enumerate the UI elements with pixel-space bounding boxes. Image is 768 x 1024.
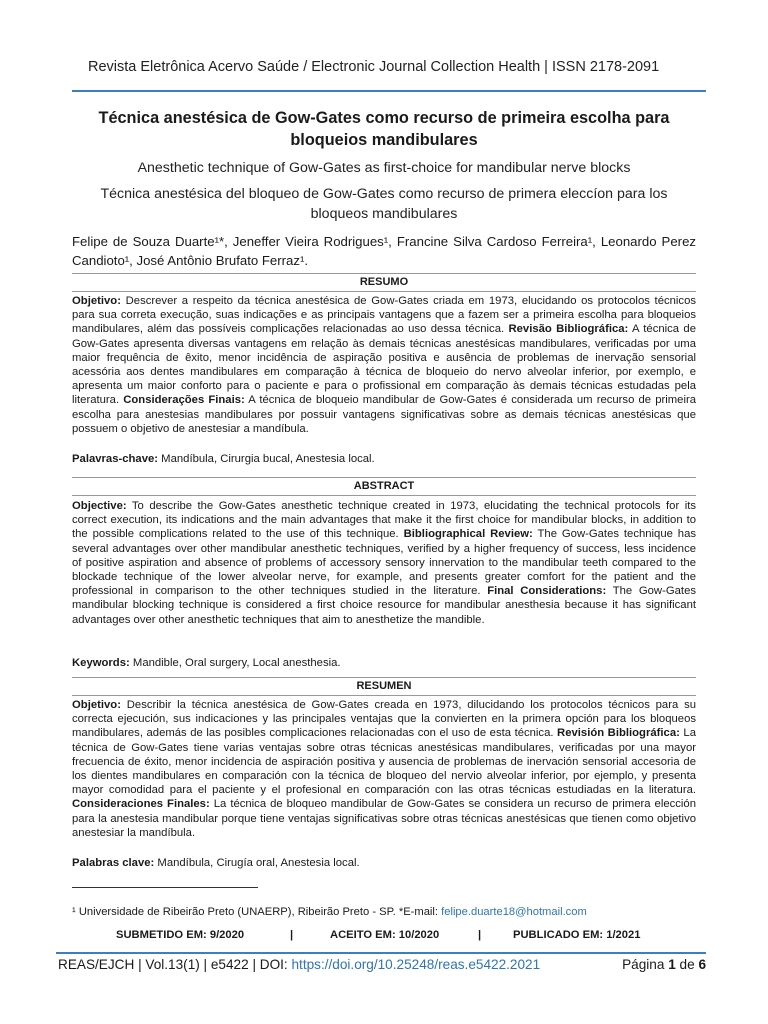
resumen-keywords	[72, 856, 696, 870]
doi-link[interactable]: https://doi.org/10.25248/reas.e5422.2021	[291, 957, 541, 972]
resumen-consideraciones: La técnica de bloqueo mandibular de Gow-Gates se considera un recurso de primera elección para la anestesia mandibular porque tiene ventajas significativas sobre otras técnicas anestésicas que tienen como objetivo anestesiar la mandíbula.	[72, 798, 696, 839]
resumo-body	[72, 294, 696, 436]
page-total: 6	[698, 957, 706, 972]
accepted-date: ACEITO EM: 10/2020	[330, 929, 440, 941]
footnote-rule	[72, 887, 258, 888]
abstract-keywords	[72, 656, 696, 670]
published-date: PUBLICADO EM: 1/2021	[513, 929, 641, 941]
journal-header: Revista Eletrônica Acervo Saúde / Electronic Journal Collection Health | ISSN 2178-2091	[88, 59, 660, 75]
abstract-keywords-label: Keywords:	[72, 657, 130, 669]
resumen-heading: RESUMEN	[72, 677, 696, 696]
email-link[interactable]: felipe.duarte18@hotmail.com	[441, 906, 587, 918]
page-of: de	[675, 957, 699, 972]
page-current: 1	[668, 957, 676, 972]
footnote-text: ¹ Universidade de Ribeirão Preto (UNAERP), Ribeirão Preto - SP. *E-mail:	[72, 906, 442, 918]
abstract-objective: To describe the Gow-Gates anesthetic technique created in 1973, elucidating the technical protocols for its correct execution, its indications and the main advantages that make it the first choice for mandibular blocks, in addition to the possible complications related to the use of this technique.	[72, 500, 696, 541]
footnote	[72, 906, 587, 918]
article-title: Técnica anestésica de Gow-Gates como recurso de primeira escolha para bloqueios mandibulares	[98, 109, 670, 149]
resumen-revision-label: Revisión Bibliográfica:	[557, 727, 680, 740]
resumo-consideracoes: A técnica de bloqueio mandibular de Gow-Gates é considerada um recurso de primeira escolha para anestesias mandibulares por possuir vantagens significativas sobre as demais técnicas anestésicas que possuem o objetivo de anestesiar a mandíbula.	[72, 394, 696, 435]
resumo-keywords-text: Mandíbula, Cirurgia bucal, Anestesia local.	[158, 453, 375, 465]
resumen-objetivo: Describir la técnica anestésica de Gow-Gates creada en 1973, dilucidando los protocolos técnicos para su correcta ejecución, sus indicaciones y las principales ventajas que la convierten en la primera opción para los bloqueos mandibulares, además de las posibles complicaciones relacionadas con el uso de esta técnica.	[72, 699, 696, 740]
abstract-review: The Gow-Gates technique has several advantages over other mandibular anesthetic techniques, verified by a higher frequency of success, less incidence of positive aspiration and absence of problems of accessory sensory innervation to the mandibular teeth compared to the blockade technique of the lower alveolar nerve, for example, and presents greater comfort for the patient and the professional in comparison to the other techniques studied in the literature.	[72, 528, 697, 598]
citation	[58, 957, 540, 972]
page-label: Página	[622, 957, 669, 972]
resumen-objetivo-label: Objetivo:	[72, 699, 121, 711]
abstract-final: The Gow-Gates mandibular blocking technique is considered a first choice resource for mandibular anesthesia because it has significant advantages over other anesthetic techniques that aim to anesthetize the mandible.	[72, 585, 696, 626]
header-rule	[72, 90, 706, 92]
abstract-keywords-text: Mandible, Oral surgery, Local anesthesia.	[129, 657, 341, 669]
abstract-objective-label: Objective:	[72, 500, 127, 512]
resumen-revision: La técnica de Gow-Gates tiene varias ventajas sobre otras técnicas anestésicas mandibulares, verificadas por una mayor frecuencia de éxito, menor incidencia de aspiración positiva y ausencia de problemas de inervación sensorial accesoria de los dientes mandibulares en comparación con la técnica de bloqueo del nervio alveolar inferior, por ejemplo, y presenta mayor comodidad para el paciente y el profesional en comparación con las otras técnicas estudiadas en la literatura.	[72, 727, 696, 797]
footer-rule	[56, 952, 706, 954]
resumo-heading: RESUMO	[72, 273, 696, 292]
resumo-objetivo: Descrever a respeito da técnica anestésica de Gow-Gates criada em 1973, elucidando os protocolos técnicos para sua correta execução, suas indicações e as principais vantagens que a fazem ser a primeira escolha para bloqueios mandibulares, além das possíveis complicações relacionadas ao uso dessa técnica.	[72, 295, 696, 336]
resumo-revisao: A técnica de Gow-Gates apresenta diversas vantagens em relação às demais técnicas anestésicas mandibulares, verificadas por uma maior frequência de êxito, menor incidência de aspiração positiva e ausência de problemas de inervação sensorial acessória aos dentes mandibulares em comparação à técnica de bloqueio do nervo alveolar inferior, por exemplo, e apresenta um maior conforto para o paciente e para o profissional em comparação às demais técnicas estudadas pela literatura.	[72, 323, 696, 407]
resumen-body	[72, 698, 696, 840]
date-separator: |	[290, 929, 294, 941]
abstract-body	[72, 499, 696, 627]
resumo-consideracoes-label: Considerações Finais:	[123, 394, 245, 407]
abstract-review-label: Bibliographical Review:	[403, 528, 533, 541]
submitted-date: SUBMETIDO EM: 9/2020	[116, 929, 245, 941]
authors: Felipe de Souza Duarte¹*, Jeneffer Vieira Rodrigues¹, Francine Silva Cardoso Ferreira¹, Leonardo Perez Candioto¹, José Antônio Brufato Ferraz¹.	[72, 234, 696, 268]
abstract-heading: ABSTRACT	[72, 477, 696, 496]
date-separator: |	[478, 929, 482, 941]
title-spanish: Técnica anestésica del bloqueo de Gow-Gates como recurso de primera eleccíon para los bloqueos mandibulares	[100, 186, 668, 222]
resumen-consideraciones-label: Consideraciones Finales:	[72, 798, 210, 811]
resumen-keywords-text: Mandíbula, Cirugía oral, Anestesia local.	[154, 857, 360, 869]
resumo-revisao-label: Revisão Bibliográfica:	[508, 323, 629, 336]
citation-text: REAS/EJCH | Vol.13(1) | e5422 | DOI:	[58, 957, 292, 972]
resumo-objetivo-label: Objetivo:	[72, 295, 121, 307]
page-number	[622, 957, 706, 972]
title-english: Anesthetic technique of Gow-Gates as first-choice for mandibular nerve blocks	[137, 160, 631, 176]
abstract-final-label: Final Considerations:	[487, 585, 607, 598]
resumo-keywords-label: Palavras-chave:	[72, 453, 159, 465]
resumen-keywords-label: Palabras clave:	[72, 857, 155, 869]
resumo-keywords	[72, 452, 696, 466]
